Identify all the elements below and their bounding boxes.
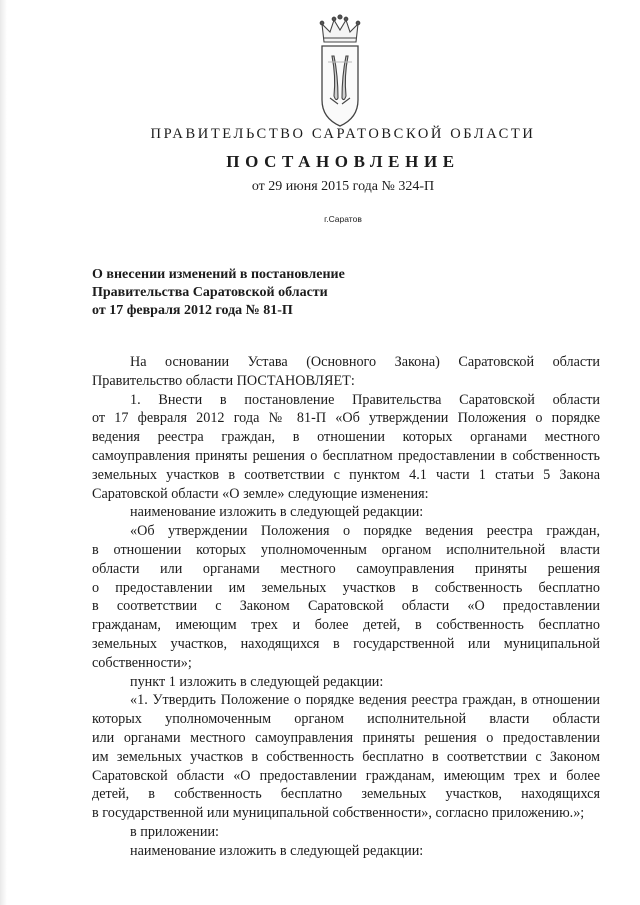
government-name: ПРАВИТЕЛЬСТВО САРАТОВСКОЙ ОБЛАСТИ	[150, 126, 536, 142]
paragraph-basis	[92, 353, 600, 391]
document-subject	[92, 266, 345, 320]
subject-line: от 17 февраля 2012 года № 81-П	[92, 303, 293, 318]
paragraph-name-change: наименование изложить в следующей редакции:	[130, 504, 424, 521]
text-line: о предоставлении им земельных участков в собственность бесплатно	[92, 579, 600, 596]
subject-line: Правительства Саратовской области	[92, 285, 328, 300]
text-line: собственности»;	[92, 654, 192, 671]
text-line: На основании Устава (Основного Закона) Саратовской области	[130, 354, 600, 370]
paragraph-in-appendix: в приложении:	[130, 823, 219, 840]
text-line: ведения реестра граждан, в отношении которых органами местного	[92, 429, 600, 446]
paragraph-new-name	[92, 522, 600, 672]
paragraph-new-point-1	[92, 691, 600, 823]
text-line: в соответствии с Законом Саратовской области «О предоставлении	[92, 598, 600, 615]
text-line: «1. Утвердить Положение о порядке ведения реестра граждан, в отношении	[130, 692, 600, 709]
text-line: в государственной или муниципальной собственности», согласно приложению.»;	[92, 805, 585, 822]
text-line: Саратовской области «О предоставлении гражданам, имеющим трех и более	[92, 767, 600, 784]
text-line: или органами местного самоуправления приняты решения о предоставлении	[92, 729, 600, 746]
text-line: 1. Внести в постановление Правительства Саратовской области	[130, 391, 600, 408]
document-body	[92, 353, 600, 861]
paragraph-appendix-name-change: наименование изложить в следующей редакции:	[130, 842, 424, 859]
paragraph-point-1-change: пункт 1 изложить в следующей редакции:	[130, 673, 384, 690]
text-line: гражданам, имеющим трех и более детей, в собственность бесплатно	[92, 617, 600, 634]
document-city: г.Саратов	[324, 214, 362, 224]
text-line: земельных участков, находящихся в государственной или муниципальной	[92, 635, 600, 652]
text-line: им земельных участков в собственность бесплатно в соответствии с Законом	[92, 748, 600, 765]
text-line: «Об утверждении Положения о порядке ведения реестра граждан,	[130, 523, 600, 540]
text-line: от 17 февраля 2012 года № 81-П «Об утверждении Положения о порядке	[92, 410, 600, 427]
text-line: области или органами местного самоуправления приняты решения	[92, 560, 600, 577]
paragraph-item-1	[92, 391, 600, 504]
subject-line: О внесении изменений в постановление	[92, 267, 345, 282]
text-line: в отношении которых уполномоченным органом исполнительной власти	[92, 541, 600, 558]
text-line: земельных участков в соответствии с пунктом 4.1 части 1 статьи 5 Закона	[92, 466, 600, 483]
text-line: которых уполномоченным органом исполнительной власти области	[92, 711, 600, 728]
document-type: ПОСТАНОВЛЕНИЕ	[226, 152, 460, 171]
text-line: самоуправления приняты решения о бесплатном предоставлении в собственность	[92, 447, 600, 464]
saratov-coat-of-arms-icon	[316, 14, 364, 128]
text-line: Правительство области ПОСТАНОВЛЯЕТ:	[92, 372, 355, 389]
text-line: Саратовской области «О земле» следующие изменения:	[92, 485, 429, 502]
text-line: детей, в собственность бесплатно земельных участков, находящихся	[92, 786, 600, 803]
document-date-number: от 29 июня 2015 года № 324-П	[251, 179, 435, 194]
